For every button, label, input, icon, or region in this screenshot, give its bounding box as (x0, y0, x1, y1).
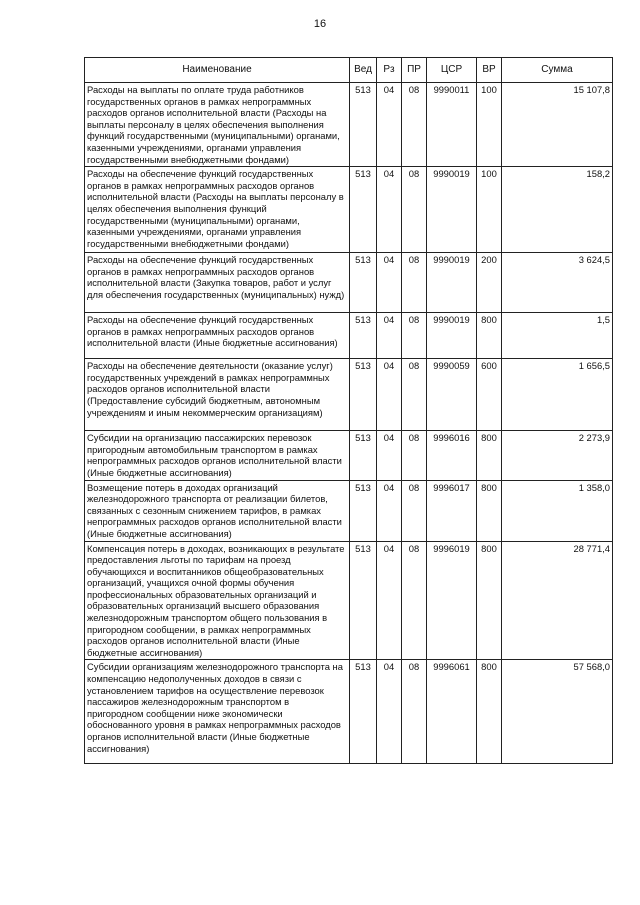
row-pr: 08 (402, 167, 427, 253)
row-csr: 9990019 (427, 313, 477, 359)
row-pr: 08 (402, 253, 427, 313)
table-row (85, 431, 613, 480)
row-ved: 513 (350, 167, 377, 253)
row-vr: 100 (477, 167, 502, 253)
table-row (85, 253, 613, 313)
row-csr: 9996019 (427, 541, 477, 660)
header-csr: ЦСР (427, 58, 477, 83)
row-ved: 513 (350, 480, 377, 541)
row-csr: 9990059 (427, 359, 477, 431)
row-name-cell (85, 313, 350, 359)
row-sum: 1,5 (502, 313, 613, 359)
row-name-cell (85, 431, 350, 480)
row-name: Компенсация потерь в доходах, возникающих в результате предоставления льготы по тарифам на проезд обучающихся и воспитанников общеобразовательных организаций, учащихся очной формы обучения профессиональных образовательных организаций и образовательных организаций высшего образования железнодорожным транспортом общего пользования в пригородном сообщении, в рамках непрограммных расходов органов исполнительной власти (Иные бюджетные ассигнования) (87, 542, 345, 658)
row-vr: 100 (477, 83, 502, 167)
row-csr: 9996061 (427, 660, 477, 764)
row-pr: 08 (402, 313, 427, 359)
row-sum: 1 656,5 (502, 359, 613, 431)
row-rz: 04 (377, 541, 402, 660)
row-rz: 04 (377, 167, 402, 253)
table-row (85, 167, 613, 253)
row-vr: 800 (477, 313, 502, 359)
row-pr: 08 (402, 83, 427, 167)
row-name-cell (85, 359, 350, 431)
row-pr: 08 (402, 660, 427, 764)
row-sum: 3 624,5 (502, 253, 613, 313)
row-sum: 1 358,0 (502, 480, 613, 541)
page-number: 16 (313, 18, 327, 30)
table-row (85, 359, 613, 431)
row-pr: 08 (402, 359, 427, 431)
row-name: Возмещение потерь в доходах организаций железнодорожного транспорта от реализации билетов, связанных с сезонным снижением тарифов, в рамках непрограммных расходов органов исполнительной власти (Иные бюджетные ассигнования) (87, 481, 342, 539)
row-pr: 08 (402, 480, 427, 541)
table-row (85, 541, 613, 660)
row-name-cell (85, 541, 350, 660)
row-vr: 600 (477, 359, 502, 431)
row-ved: 513 (350, 313, 377, 359)
table-row (85, 83, 613, 167)
table-row (85, 313, 613, 359)
row-sum: 2 273,9 (502, 431, 613, 480)
table-header-row (85, 58, 613, 83)
row-sum: 28 771,4 (502, 541, 613, 660)
row-csr: 9996016 (427, 431, 477, 480)
row-csr: 9990011 (427, 83, 477, 167)
row-pr: 08 (402, 541, 427, 660)
row-name-cell (85, 480, 350, 541)
header-rz: Рз (377, 58, 402, 83)
header-pr: ПР (402, 58, 427, 83)
row-name: Расходы на обеспечение функций государственных органов в рамках непрограммных расходов органов исполнительной власти (Закупка товаров, работ и услуг для обеспечения государственных (муниципальных) нужд) (87, 254, 345, 300)
row-vr: 200 (477, 253, 502, 313)
row-rz: 04 (377, 660, 402, 764)
row-vr: 800 (477, 480, 502, 541)
header-vr: ВР (477, 58, 502, 83)
row-csr: 9996017 (427, 480, 477, 541)
row-csr: 9990019 (427, 167, 477, 253)
row-ved: 513 (350, 541, 377, 660)
row-name-cell (85, 83, 350, 167)
table-row (85, 480, 613, 541)
row-rz: 04 (377, 313, 402, 359)
row-name: Субсидии на организацию пассажирских перевозок пригородным автомобильным транспортом в рамках непрограммных расходов органов исполнительной власти (Иные бюджетные ассигнования) (87, 432, 342, 478)
row-rz: 04 (377, 83, 402, 167)
row-rz: 04 (377, 253, 402, 313)
row-sum: 15 107,8 (502, 83, 613, 167)
row-name-cell (85, 253, 350, 313)
row-name: Расходы на обеспечение функций государственных органов в рамках непрограммных расходов органов исполнительной власти (Иные бюджетные ассигнования) (87, 314, 338, 349)
row-vr: 800 (477, 660, 502, 764)
header-name: Наименование (85, 58, 350, 83)
header-sum: Сумма (502, 58, 613, 83)
row-ved: 513 (350, 359, 377, 431)
row-vr: 800 (477, 541, 502, 660)
row-rz: 04 (377, 431, 402, 480)
row-ved: 513 (350, 431, 377, 480)
row-rz: 04 (377, 480, 402, 541)
row-name: Расходы на обеспечение деятельности (оказание услуг) государственных учреждений в рамках непрограммных расходов органов исполнительной власти (Предоставление субсидий бюджетным, автономным учреждениям и иным некоммерческим организациям) (87, 360, 333, 418)
row-sum: 158,2 (502, 167, 613, 253)
row-name-cell (85, 660, 350, 764)
row-name-cell (85, 167, 350, 253)
row-name: Расходы на выплаты по оплате труда работников государственных органов в рамках непрограммных расходов органов исполнительной власти (Расходы на выплаты персоналу в целях обеспечения выполнения функций государственными (муниципальными) органами, казенными учреждениями, органами управления государственными внебюджетными фондами) (87, 84, 340, 165)
budget-table (84, 57, 613, 764)
header-ved: Вед (350, 58, 377, 83)
row-csr: 9990019 (427, 253, 477, 313)
row-vr: 800 (477, 431, 502, 480)
row-sum: 57 568,0 (502, 660, 613, 764)
table-row (85, 660, 613, 764)
row-pr: 08 (402, 431, 427, 480)
row-rz: 04 (377, 359, 402, 431)
row-name: Субсидии организациям железнодорожного транспорта на компенсацию недополученных доходов в связи с установлением тарифов на осуществление перевозок пассажиров железнодорожным транспортом в пригородном сообщении ниже экономически обоснованного уровня в рамках непрограммных расходов органов исполнительной власти (Иные бюджетные ассигнования) (87, 661, 343, 754)
row-ved: 513 (350, 83, 377, 167)
row-name: Расходы на обеспечение функций государственных органов в рамках непрограммных расходов органов исполнительной власти (Расходы на выплаты персоналу в целях обеспечения выполнения функций государственными (муниципальными) органами, казенными учреждениями, органами управления государственными внебюджетными фондами) (87, 168, 344, 249)
row-ved: 513 (350, 660, 377, 764)
row-ved: 513 (350, 253, 377, 313)
